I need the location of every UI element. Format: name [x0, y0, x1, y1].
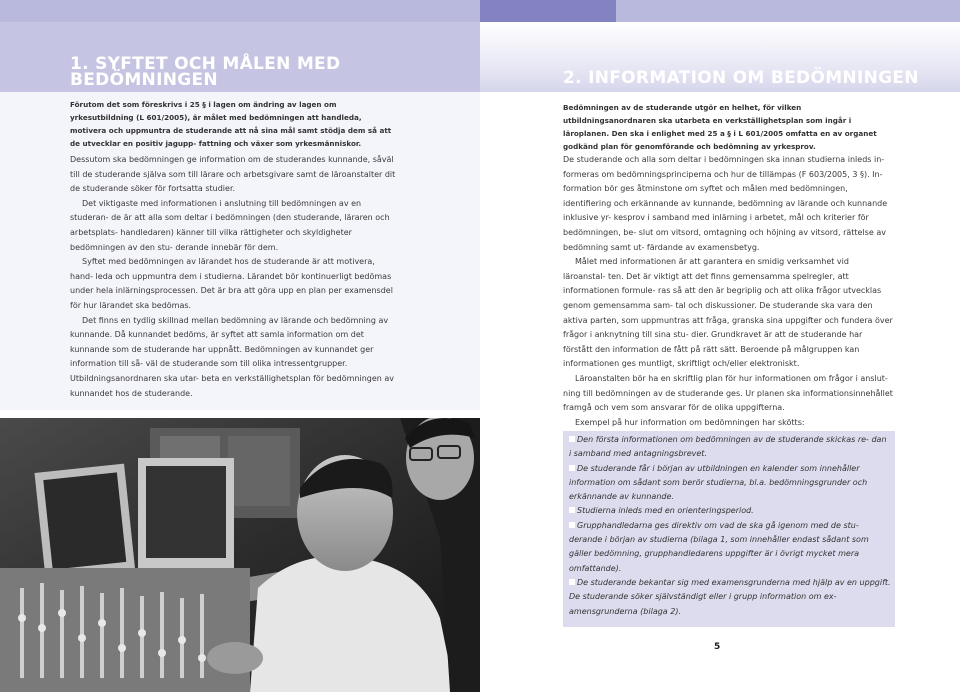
paragraph: Läroanstalten bör ha en skriftlig plan för hur informationen om frågor i anslut- ning till bedömningen av de studerande ges. Ur planen ska informationsinnehållet framgå och vem som ansvarar för de olika uppgifterna.	[563, 373, 893, 413]
examples-bullet-box	[563, 431, 895, 627]
paragraph: Det finns en tydlig skillnad mellan bedömning av lärande och bedömning av kunnande. Då kunnandet bedöms, är syftet att samla information om det kunnande som de studerande har uppnått. Bedömningen av kunnandet ger information till så- väl de studerande som till olika intressentgrupper. Utbildningsanordnaren ska utar- beta en verkställighetsplan för bedömningen av kunnandet hos de studerande.	[70, 315, 395, 398]
paragraph: Målet med informationen är att garantera en smidig verksamhet vid läroanstal- ten. Det är viktigt att det finns gemensamma spelregler, att informationen formule- ras så att den är begriplig och att olika frågor utvecklas genom gemensamma sam- tal och diskussioner. De studerande ska vara den aktiva parten, som uppmuntras att fråga, granska sina uppgifter och fundera över frågor i anknytning till sina stu- dier. Grundkravet är att de studerande har förstått den information de fått på rätt sätt. Beroende på målgruppen kan informationen ges muntligt, skriftligt och/eller elektroniskt.	[563, 257, 893, 369]
bullet-square-icon	[569, 507, 575, 513]
paragraph: De studerande och alla som deltar i bedömningen ska innan studierna inleds in- formeras om bedömningsprinciperna och hur de tillämpas (F 603/2005, 3 §). In- formation bör ges åtminstone om syftet och målen med bedömningen, identifiering och erkännande av kunnande, bedömning av lärande och kunnande inklusive yr- kesprov i samband med inlärning i arbetet, mål och kriterier för bedömningen, be- slut om vitsord, omtagning och höjning av vitsord, rättelse av bedömning samt ut- färdande av examensbetyg.	[563, 155, 888, 252]
bullet-square-icon	[569, 579, 575, 585]
list-item: De studerande bekantar sig med examensgrunderna med hjälp av en uppgift. De studerande söker självständigt eller i grupp information om ex- amensgrunderna (bilaga 2).	[569, 577, 891, 616]
bullet-square-icon	[569, 522, 575, 528]
section-1-body	[70, 153, 400, 401]
list-item: Grupphandledarna ges direktiv om vad de ska gå igenom med de stu- derande i början av studierna (bilaga 1, som innehåller endast sådant som gäller bedömning, grupphandledarens uppgifter är i övrigt mycket mera omfattande).	[569, 520, 869, 573]
top-bar-accent	[480, 0, 616, 22]
list-item: Studierna inleds med en orienteringsperiod.	[569, 504, 891, 518]
section-1-intro: Förutom det som föreskrivs i 25 § i lagen om ändring av lagen om yrkesutbildning (L 601/2005), är målet med bedömningen att handleda, motivera och uppmuntra de studerande att nå sina mål samt stödja dem så att de utvecklar en positiv jagupp- fattning och växer som yrkesmänniskor.	[70, 100, 392, 148]
section-2-intro: Bedömningen av de studerande utgör en helhet, för vilken utbildningsanordnaren ska utarbeta en verkställighetsplan som ingår i läroplanen. Den ska i enlighet med 25 a § i L 601/2005 omfatta en av organet godkänd plan för genomförande och bedömning av yrkesprov.	[563, 103, 877, 151]
bullet-square-icon	[569, 436, 575, 442]
page-number: 5	[714, 642, 721, 652]
top-color-bar	[0, 0, 960, 22]
paragraph: Dessutom ska bedömningen ge information om de studerandes kunnande, såväl till de studerande själva som till lärare och arbetsgivare samt de läroanstalter dit de studerande söker för fortsatta studier.	[70, 155, 396, 194]
students-at-workstation-photo	[0, 418, 480, 692]
section-1-title: 1. SYFTET OCH MÅLEN MED BEDÖMNINGEN	[70, 54, 341, 90]
section-2-title: 2. INFORMATION OM BEDÖMNINGEN	[563, 68, 919, 88]
section-2-body	[563, 153, 893, 430]
list-item: De studerande får i början av utbildningen en kalender som innehåller information om sådant som berör studierna, bl.a. bedömningsgrunder och erkännande av kunnande.	[569, 463, 868, 502]
paragraph: Det viktigaste med informationen i anslutning till bedömningen av en studeran- de är att alla som deltar i bedömningen (den studerande, läraren och arbetsplats- handledaren) känner till vilka rättigheter och skyldigheter bedömningen av den stu- derande innebär för dem.	[70, 198, 390, 252]
paragraph: Syftet med bedömningen av lärandet hos de studerande är att motivera, hand- leda och uppmuntra dem i studierna. Lärandet bör kontinuerligt bedömas under hela inlärningsprocessen. Det är bra att göra upp en plan per examensdel för hur lärandet ska bedömas.	[70, 257, 393, 310]
paragraph: Exempel på hur information om bedömningen har skötts:	[575, 417, 805, 427]
list-item: Den första informationen om bedömningen av de studerande skickas re- dan i samband med antagningsbrevet.	[569, 435, 887, 459]
bullet-square-icon	[569, 465, 575, 471]
